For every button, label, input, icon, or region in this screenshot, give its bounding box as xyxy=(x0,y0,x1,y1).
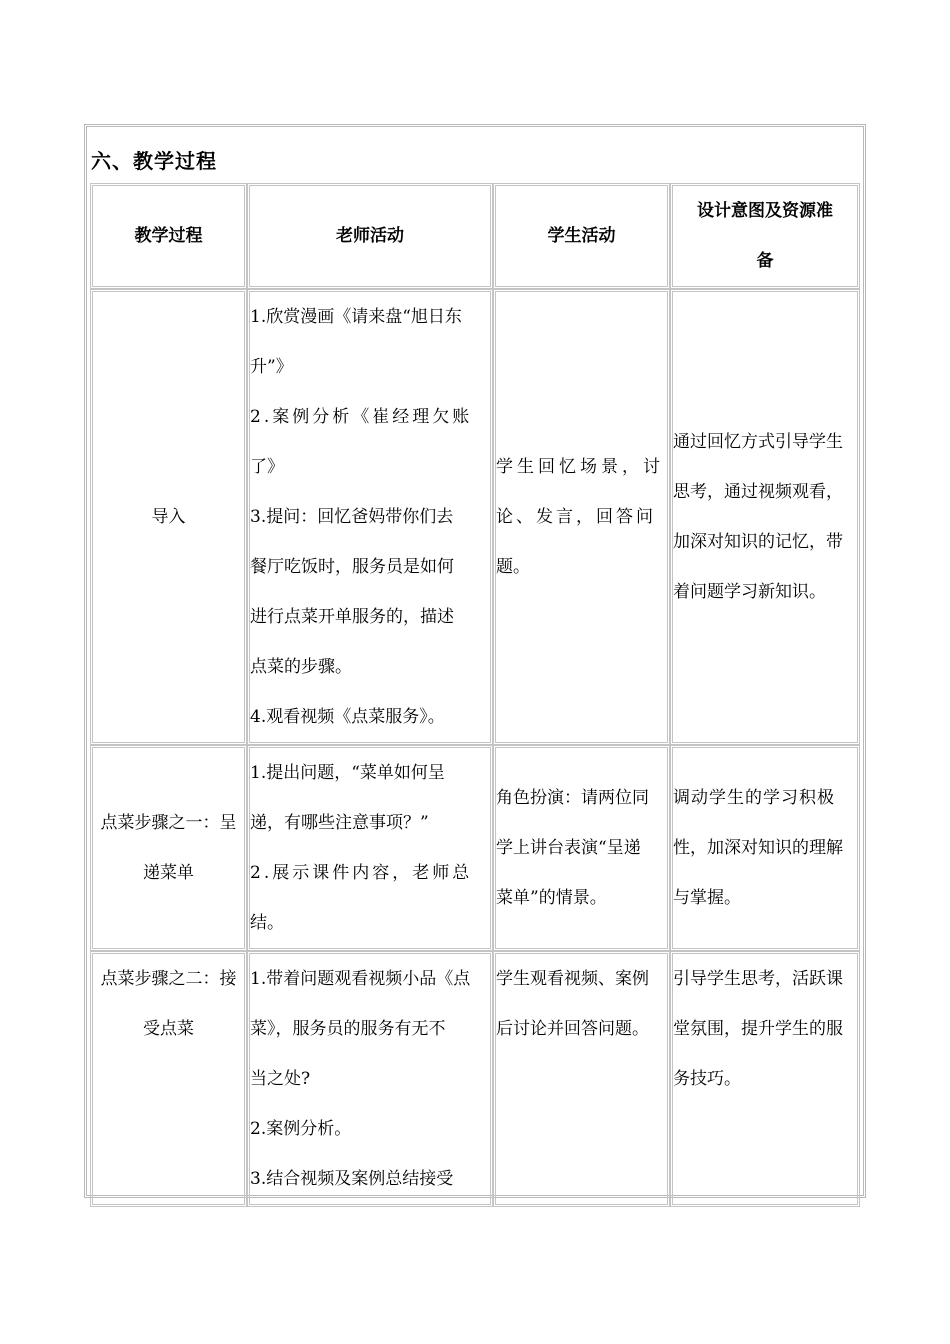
stage-cell xyxy=(90,745,247,951)
table-header-row xyxy=(90,183,860,289)
text-line: 通过回忆方式引导学生 xyxy=(673,432,843,452)
text-line: 引导学生思考，活跃课 xyxy=(673,969,843,989)
header-design-line: 设计意图及资源准 xyxy=(697,201,833,221)
text-line: 思考，通过视频观看， xyxy=(673,482,843,502)
design-intent-cell xyxy=(670,951,860,1207)
text-line: 1.欣赏漫画《请来盘“旭日东 xyxy=(250,307,462,327)
text-line: 升”》 xyxy=(250,357,293,377)
text-line: 进行点菜开单服务的，描述 xyxy=(250,607,454,627)
stage-cell: 导入 xyxy=(90,289,247,745)
text-line: 性，加深对知识的理解 xyxy=(673,838,843,858)
text-line: 务技巧。 xyxy=(673,1069,741,1089)
header-stage: 教学过程 xyxy=(90,183,247,289)
lesson-plan-sheet xyxy=(84,124,866,1198)
text-line: 递，有哪些注意事项？” xyxy=(250,813,429,833)
text-line: 1.带着问题观看视频小品《点 xyxy=(250,969,471,989)
text-line: 后讨论并回答问题。 xyxy=(496,1019,649,1039)
text-line: 1.提出问题，“菜单如何呈 xyxy=(250,763,445,783)
text-line: 点菜步骤之二：接 xyxy=(100,969,237,989)
text-line: 2.案例分析。 xyxy=(250,1119,352,1139)
text-line: 受点菜 xyxy=(143,1019,194,1039)
text-line: 结。 xyxy=(250,913,284,933)
text-line: 点菜步骤之一：呈 xyxy=(100,813,237,833)
header-design-line: 备 xyxy=(756,251,774,271)
text-line: 点菜的步骤。 xyxy=(250,657,352,677)
text-line: 调动学生的学习积极 xyxy=(673,788,835,808)
text-line: 4.观看视频《点菜服务》。 xyxy=(250,707,445,727)
table-row xyxy=(90,951,860,1207)
design-intent-cell xyxy=(670,289,860,745)
text-line: 学上讲台表演“呈递 xyxy=(496,838,641,858)
text-line: 了》 xyxy=(250,457,284,477)
table-row xyxy=(90,745,860,951)
text-line: 与掌握。 xyxy=(673,888,741,908)
text-line: 递菜单 xyxy=(143,863,194,883)
text-line: 堂氛围，提升学生的服 xyxy=(673,1019,843,1039)
teacher-activity-cell xyxy=(247,745,493,951)
text-line: 着问题学习新知识。 xyxy=(673,582,826,602)
text-line: 学生观看视频、案例 xyxy=(496,969,649,989)
text-line: 餐厅吃饭时，服务员是如何 xyxy=(250,557,454,577)
text-line: 当之处? xyxy=(250,1069,311,1089)
header-student-activity: 学生活动 xyxy=(493,183,670,289)
teacher-activity-cell xyxy=(247,951,493,1207)
stage-cell xyxy=(90,951,247,1207)
header-design-intent xyxy=(670,183,860,289)
text-line: 论、发言，回答问 xyxy=(496,507,656,527)
student-activity-cell xyxy=(493,951,670,1207)
text-line: 角色扮演：请两位同 xyxy=(496,788,649,808)
teacher-activity-cell xyxy=(247,289,493,745)
table-row xyxy=(90,289,860,745)
text-line: 学生回忆场景，讨 xyxy=(496,457,664,477)
text-line: 加深对知识的记忆，带 xyxy=(673,532,843,552)
text-line: 菜单”的情景。 xyxy=(496,888,607,908)
student-activity-cell xyxy=(493,289,670,745)
teaching-process-table xyxy=(90,183,860,1207)
text-line: 2.展示课件内容，老师总 xyxy=(250,863,473,883)
text-line: 菜》，服务员的服务有无不 xyxy=(250,1019,446,1039)
text-line: 2.案例分析《崔经理欠账 xyxy=(250,407,473,427)
text-line: 3.提问：回忆爸妈带你们去 xyxy=(250,507,454,527)
text-line: 3.结合视频及案例总结接受 xyxy=(250,1169,454,1189)
text-line: 题。 xyxy=(496,557,530,577)
student-activity-cell xyxy=(493,745,670,951)
section-title: 六、教学过程 xyxy=(91,149,217,173)
design-intent-cell xyxy=(670,745,860,951)
header-teacher-activity: 老师活动 xyxy=(247,183,493,289)
